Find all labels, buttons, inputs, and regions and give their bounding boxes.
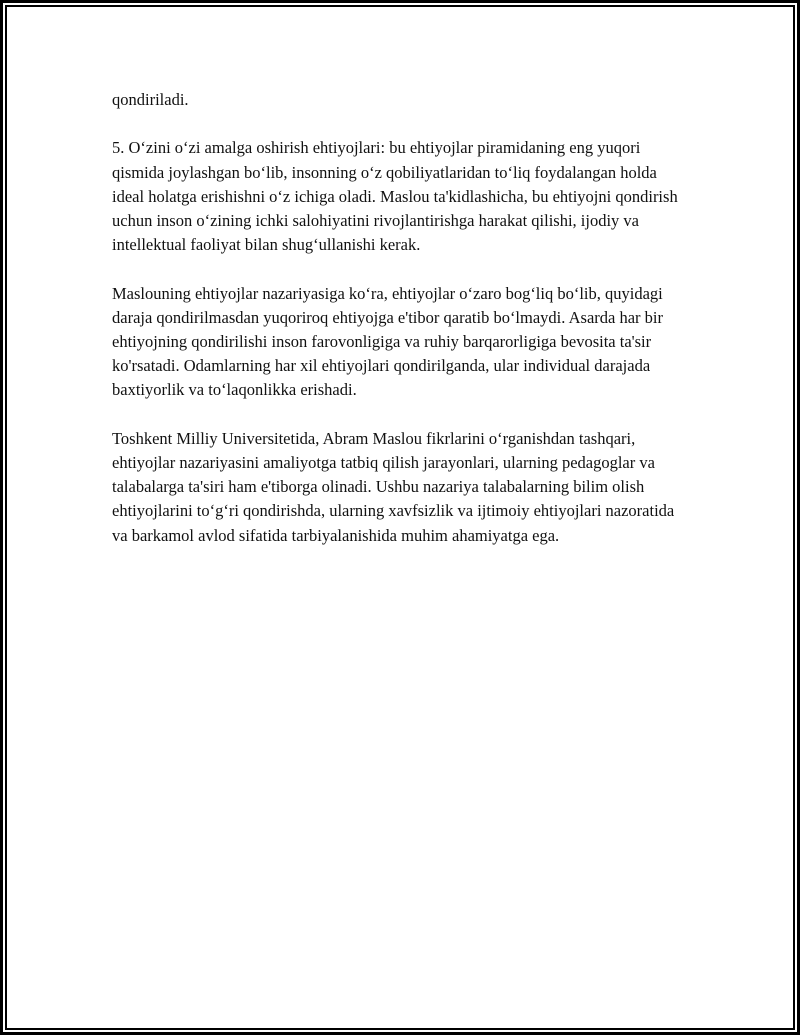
paragraph-self-actualization: 5. O‘zini o‘zi amalga oshirish ehtiyojlari: bu ehtiyojlar piramidaning eng yuqori qismida joylashgan bo‘lib, insonning o‘z qobiliyatlaridan to‘liq foydalangan holda ideal holatga erishishni o‘z ichiga oladi. Maslou ta'kidlashicha, bu ehtiyojni qondirish uchun inson o‘zining ichki salohiyatini rivojlantirishga harakat qilishi, ijodiy va intellektual faoliyat bilan shug‘ullanishi kerak. xyxy=(112,138,678,255)
paragraph-tashkent-university: Toshkent Milliy Universitetida, Abram Maslou fikrlarini o‘rganishdan tashqari, ehtiyojlar nazariyasini amaliyotga tatbiq qilish jarayonlari, ularning pedagoglar va talabalarga ta'siri ham e'tiborga olinadi. Ushbu nazariya talabalarning bilim olish ehtiyojlarini to‘g‘ri qondirishda, ularning xavfsizlik va ijtimoiy ehtiyojlari nazoratida va barkamol avlod sifatida tarbiyalanishida muhim ahamiyatga ega. xyxy=(112,428,675,545)
paragraph-maslow-theory: Maslouning ehtiyojlar nazariyasiga ko‘ra, ehtiyojlar o‘zaro bog‘liq bo‘lib, quyidagi daraja qondirilmasdan yuqoriroq ehtiyojga e'tibor qaratib bo‘lmaydi. Asarda har bir ehtiyojning qondirilishi inson farovonligiga va ruhiy barqarorligiga bevosita ta'sir ko'rsatadi. Odamlarning har xil ehtiyojlari qondirilganda, ular individual darajada baxtiyorlik va to‘laqonlikka erishadi. xyxy=(112,283,663,400)
paragraph-continuation: qondiriladi. xyxy=(112,90,189,109)
document-body xyxy=(112,88,692,572)
